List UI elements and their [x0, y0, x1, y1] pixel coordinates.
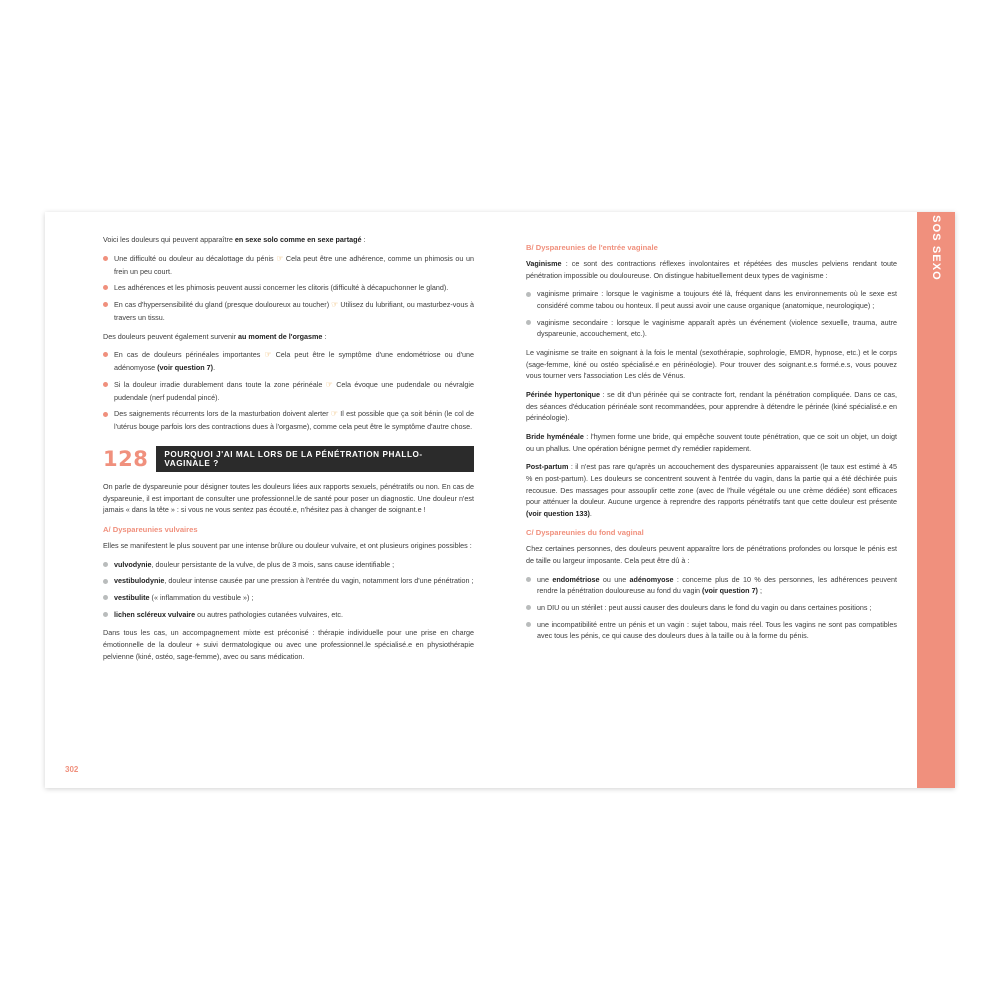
- list-item: une endométriose ou une adénomyose : concerne plus de 10 % des personnes, les adhérences peuvent rendre la pénétration douloureuse au fond du vagin (voir question 7) ;: [526, 574, 897, 597]
- orgasm-bullet-list: [103, 349, 474, 433]
- list-item: Des saignements récurrents lors de la masturbation doivent alerter ☞ Il est possible que ça soit bénin (le col de l'utérus bouge parfois lors des contractions dues à l'orgasme), comme cela peut être le symptôme d'autre chose.: [103, 408, 474, 433]
- right-page: [500, 212, 955, 788]
- section-tab: [917, 212, 955, 788]
- vaginisme-outro: Le vaginisme se traite en soignant à la fois le mental (sexothérapie, sophrologie, EMDR, hypnose, etc.) et le corps (sage-femme, kiné ou ostéo spécialisé.e en périnéologie). Pour trouver des soignant.e.s formé.e.s, vous pouvez vous tourner vers l'association Les clés de Vénus.: [526, 347, 897, 381]
- section-a-title: A/ Dyspareunies vulvaires: [103, 525, 198, 535]
- list-item: Une difficulté ou douleur au décalottage du pénis ☞ Cela peut être une adhérence, comme un phimosis ou un frein un peu court.: [103, 253, 474, 278]
- list-item: un DIU ou un stérilet : peut aussi causer des douleurs dans le fond du vagin ou dans certaines positions ;: [526, 602, 897, 614]
- section-c-intro: Chez certaines personnes, des douleurs peuvent apparaître lors de pénétrations profondes ou lorsque le pénis est de taille ou largeur imposante. Cela peut être dû à :: [526, 544, 897, 566]
- orgasm-intro-paragraph: Des douleurs peuvent également survenir au moment de l'orgasme :: [103, 331, 327, 341]
- intro-bullet-list: [103, 253, 474, 324]
- list-item: vaginisme primaire : lorsque le vaginisme a toujours été là, fréquent dans les environnements où le sexe est considéré comme tabou ou honteux. Il peut aussi avoir une cause organique (anatomique, neurologique) ;: [526, 288, 897, 311]
- left-page: [45, 212, 500, 788]
- question-heading: [103, 446, 474, 472]
- perinee-definition: Périnée hypertonique : se dit d'un périnée qui se contracte fort, rendant la pénétration compliquée. Dans ce cas, des séances d'éducation périnéale sont recommandées, pour apprendre à détendre le périnée (kiné spécialisé.e en périnéologie).: [526, 389, 897, 423]
- section-tab-label: SOS SEXO: [930, 215, 942, 281]
- postpartum-definition: Post-partum : il n'est pas rare qu'après un accouchement des dyspareunies apparaissent (le taux est estimé à 45 % en post-partum). Les douleurs se concentrent souvent à l'entrée du vagin, dans la partie qui a été déchirée puis recousue. Des massages pour assouplir cette zone (avec de l'huile végétale ou une crème dédiée) sont efficaces pour atténuer la douleur. Aucune urgence à reprendre des rapports pénétratifs tant que cette douleur est présente (voir question 133).: [526, 462, 897, 518]
- question-number: 128: [103, 446, 149, 471]
- book-spread: [45, 212, 955, 788]
- list-item: vulvodynie, douleur persistante de la vulve, de plus de 3 mois, sans cause identifiable ;: [103, 559, 474, 571]
- list-item: vestibulodynie, douleur intense causée par une pression à l'entrée du vagin, notamment lors d'une pénétration ;: [103, 575, 474, 587]
- list-item: Les adhérences et les phimosis peuvent aussi concerner les clitoris (difficulté à décapuchonner le gland).: [103, 282, 474, 294]
- section-c-title: C/ Dyspareunies du fond vaginal: [526, 528, 644, 538]
- section-a-intro: Elles se manifestent le plus souvent par une intense brûlure ou douleur vulvaire, et ont plusieurs origines possibles :: [103, 541, 472, 551]
- section-a-bullet-list: [103, 559, 474, 621]
- section-b-title: B/ Dyspareunies de l'entrée vaginale: [526, 243, 658, 252]
- list-item: une incompatibilité entre un pénis et un vagin : sujet tabou, mais réel. Tous les vagins ne sont pas compatibles avec tous les pénis, ce qui cause des douleurs dues à la taille ou à la forme du pénis.: [526, 619, 897, 642]
- section-a-outro: Dans tous les cas, un accompagnement mixte est préconisé : thérapie individuelle pour une prise en charge émotionnelle de la douleur + suivi dermatologique ou avec une professionnel.le spécialisé.e en physiothérapie pelvienne (kiné, ostéo, sage-femme), avec ou sans médication.: [103, 628, 474, 661]
- vaginisme-definition: Vaginisme : ce sont des contractions réflexes involontaires et répétées des muscles pelviens rendant toute pénétration impossible ou douloureuse. On distingue habituellement deux types de vaginisme :: [526, 259, 897, 280]
- list-item: En cas d'hypersensibilité du gland (presque douloureux au toucher) ☞ Utilisez du lubrifiant, ou masturbez-vous à travers un tissu.: [103, 299, 474, 324]
- list-item: Si la douleur irradie durablement dans toute la zone périnéale ☞ Cela évoque une pudendale ou névralgie pudendale (nerf pudendal pincé).: [103, 379, 474, 404]
- list-item: vestibulite (« inflammation du vestibule ») ;: [103, 592, 474, 604]
- bride-definition: Bride hyménéale : l'hymen forme une bride, qui empêche souvent toute pénétration, que ce soit un objet, un doigt ou un phallus. Une opération bénigne permet d'y remédier rapidement.: [526, 431, 897, 453]
- list-item: lichen scléreux vulvaire ou autres pathologies cutanées vulvaires, etc.: [103, 609, 474, 621]
- answer-intro-paragraph: On parle de dyspareunie pour désigner toutes les douleurs liées aux rapports sexuels, pénétratifs ou non. En cas de dyspareunie, il est important de consulter une professionnel.le de santé pour poser un diagnostic. Une douleur n'est jamais « dans la tête » : si vous ne vous sentez pas écouté.e, n'hésitez pas à changer de soignant.e !: [103, 482, 474, 515]
- list-item: vaginisme secondaire : lorsque le vaginisme apparaît après un événement (violence sexuelle, trauma, autre dyspareunie, accouchement, etc.).: [526, 317, 897, 340]
- vaginisme-bullet-list: [526, 288, 897, 340]
- intro-paragraph: Voici les douleurs qui peuvent apparaître en sexe solo comme en sexe partagé :: [103, 235, 366, 244]
- page-number-left: 302: [65, 765, 79, 774]
- list-item: En cas de douleurs périnéales importantes ☞ Cela peut être le symptôme d'une endométriose ou d'une adénomyose (voir question 7).: [103, 349, 474, 374]
- question-title: POURQUOI J'AI MAL LORS DE LA PÉNÉTRATION PHALLO-VAGINALE ?: [156, 446, 474, 472]
- section-c-bullet-list: [526, 574, 897, 642]
